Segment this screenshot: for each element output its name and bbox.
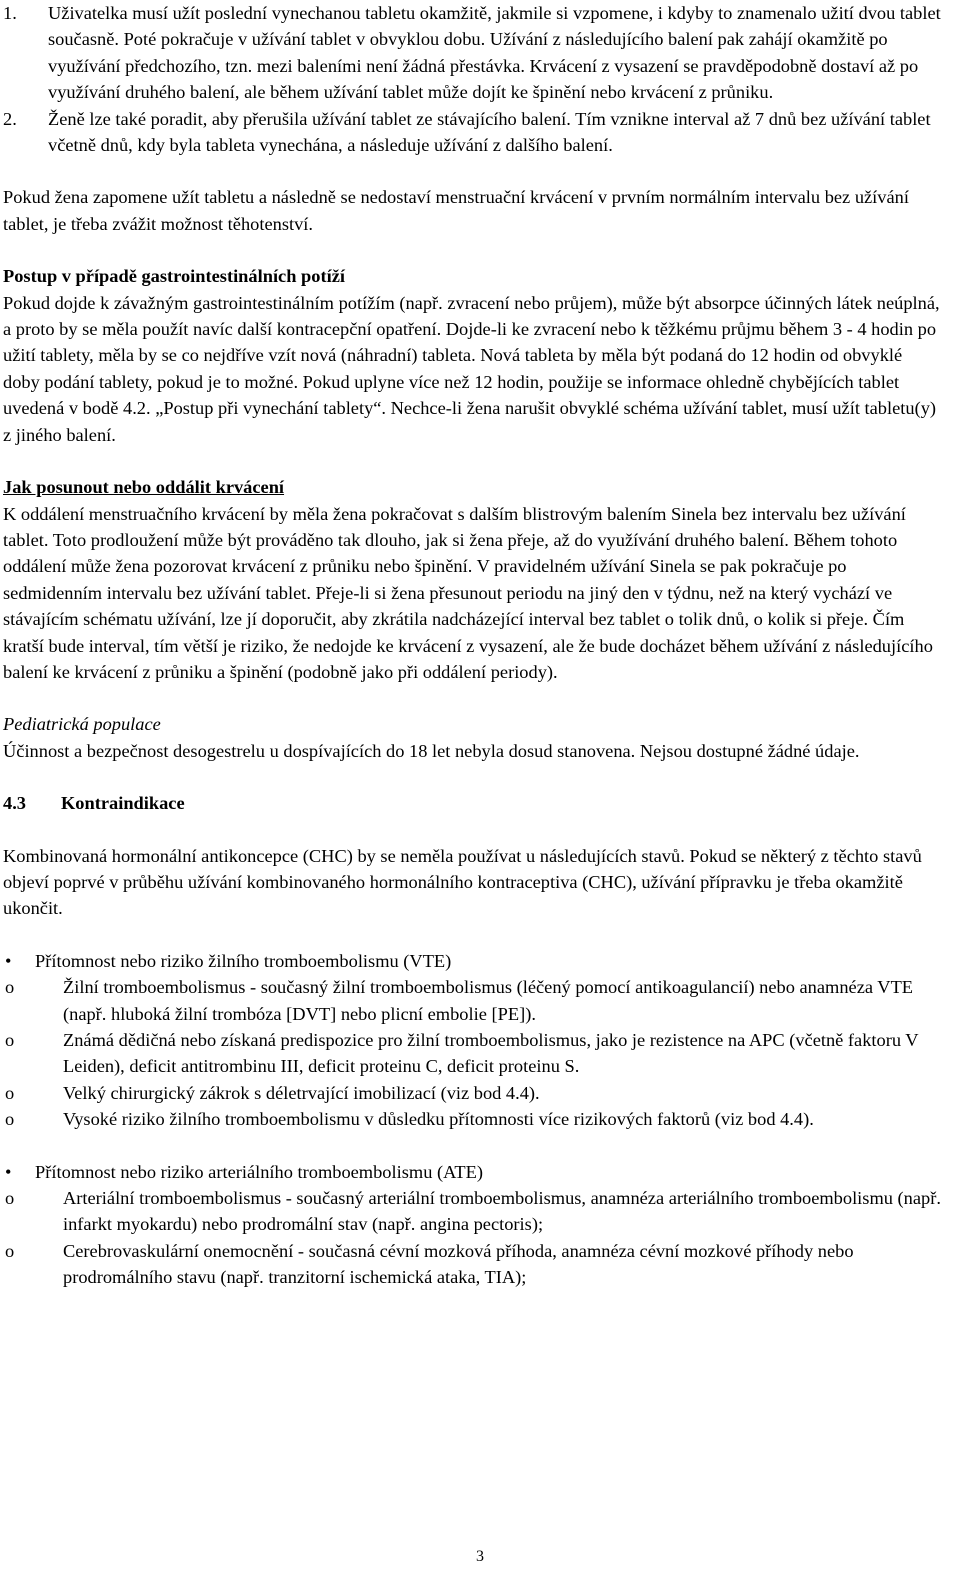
bullet-text: Přítomnost nebo riziko arteriálního tromboembolismu (ATE) [35, 1161, 483, 1182]
list-number: 2. [3, 108, 17, 129]
gi-paragraph: Pokud dojde k závažným gastrointestinálním potížím (např. zvracení nebo průjem), může být absorpce účinných látek neúplná, a proto by se měla použít navíc další kontracepční opatření. Dojde-li ke zvracení nebo k těžkému průjmu během 3 - 4 hodin po užití tablety, měla by se co nejdříve vzít nová (náhradní) tableta. Nová tableta by měla být podaná do 12 hodin od obvyklé doby podání tablety, pokud je to možné. Pokud uplyne více než 12 hodin, použije se informace ohledně chybějících tablet uvedená v bodě 4.2. „Postup při vynechání tablety“. Nechce-li žena narušit obvyklé schéma užívání tablet, musí užít tabletu(y) z jiného balení. [3, 292, 940, 445]
list-text: Ženě lze také poradit, aby přerušila užívání tablet ze stávajícího balení. Tím vznikne interval až 7 dnů bez užívání tablet včetně dnů, kdy byla tableta vynechána, a následuje užívání z dalšího balení. [48, 108, 931, 156]
sub-text: Cerebrovaskulární onemocnění - současná cévní mozková příhoda, anamnéza cévní mozkové příhody nebo prodromálního stavu (např. tranzitorní ischemická ataka, TIA); [63, 1240, 854, 1288]
sub-text: Velký chirurgický zákrok s déletrvající imobilizací (viz bod 4.4). [63, 1082, 540, 1103]
section-number: 4.3 [3, 793, 26, 814]
delay-paragraph: K oddálení menstruačního krvácení by měla žena pokračovat s dalším blistrovým balením Sinela bez intervalu bez užívání tablet. Toto prodloužení může být prováděno tak dlouho, jak si žena přeje, až do využívání druhého balení. Během tohoto oddálení může žena pozorovat krvácení z průniku nebo špinění. V pravidelném užívání Sinela se pak pokračuje po sedmidenním intervalu bez užívání tablet. Přeje-li si žena přesunout periodu na jiný den v týdnu, než na který vychází ve stávajícím schématu užívání, lze jí doporučit, aby zkrátila nadcházející interval bez tablet o tolik dnů, o kolik si přeje. Čím kratší bude interval, tím větší je riziko, že nedojde ke krvácení z vysazení, ale že bude docházet během užívání z následujícího balení ke krvácení z průniku a špinění (podobně jako při oddálení periody). [3, 503, 933, 682]
sub-item [3, 1106, 943, 1132]
sub-item [3, 1027, 943, 1080]
sub-bullet-icon: o [5, 1082, 15, 1103]
sub-item [3, 1238, 943, 1291]
sub-bullet-icon: o [5, 1188, 15, 1209]
sub-item [3, 974, 943, 1027]
pregnancy-paragraph: Pokud žena zapomene užít tabletu a následně se nedostaví menstruační krvácení v prvním normálním intervalu bez užívání tablet, je třeba zvážit možnost těhotenství. [3, 187, 909, 234]
bullet-icon: • [5, 950, 12, 971]
gi-heading: Postup v případě gastrointestinálních potíží [3, 266, 345, 287]
bullet-item-vte [3, 948, 943, 974]
section-heading [3, 790, 943, 816]
bullet-icon: • [5, 1161, 12, 1182]
sub-item [3, 1185, 943, 1238]
sub-bullet-icon: o [5, 1030, 15, 1050]
pediatric-paragraph: Účinnost a bezpečnost desogestrelu u dospívajících do 18 let nebyla dosud stanovena. Nejsou dostupné žádné údaje. [3, 740, 860, 761]
list-item [3, 0, 943, 106]
pediatric-heading: Pediatrická populace [3, 714, 161, 735]
sub-bullet-icon: o [5, 1240, 15, 1261]
sub-bullet-icon: o [5, 977, 15, 998]
sub-text: Žilní tromboembolismus - současný žilní tromboembolismus (léčený pomocí antikoagulancií) nebo anamnéza VTE (např. hluboká žilní trombóza [DVT] nebo plicní embolie [PE]). [63, 977, 914, 1024]
document-page [3, 0, 943, 1291]
contraindication-intro: Kombinovaná hormonální antikoncepce (CHC) by se neměla používat u následujících stavů. Pokud se některý z těchto stavů objeví poprvé v průběhu užívání kombinovaného hormonálního kontraceptiva (CHC), užívání přípravku je třeba okamžitě ukončit. [3, 845, 922, 919]
list-text: Uživatelka musí užít poslední vynechanou tabletu okamžitě, jakmile si vzpomene, i kdyby to znamenalo užití dvou tablet současně. Poté pokračuje v užívání tablet v obvyklou dobu. Užívání z následujícího balení pak zahájí okamžitě po využívání předchozího, tzn. mezi baleními není žádná přestávka. Krvácení z vysazení se pravděpodobně dostaví až po využívání druhého balení, ale během užívání tablet může dojít ke špinění nebo krvácení z průniku. [48, 3, 941, 103]
sub-text: Známá dědičná nebo získaná predispozice pro žilní tromboembolismus, jako je rezistence na APC (včetně faktoru V Leiden), deficit antitrombinu III, deficit proteinu C, deficit proteinu S. [63, 1030, 919, 1077]
sub-bullet-icon: o [5, 1109, 15, 1130]
page-number: 3 [476, 1548, 484, 1565]
sub-text: Vysoké riziko žilního tromboembolismu v důsledku přítomnosti více rizikových faktorů (viz bod 4.4). [63, 1109, 814, 1130]
bullet-item-ate [3, 1159, 943, 1185]
delay-heading: Jak posunout nebo oddálit krvácení [3, 477, 285, 498]
sub-item [3, 1080, 943, 1106]
list-number: 1. [3, 3, 17, 23]
section-title: Kontraindikace [61, 793, 185, 814]
bullet-text: Přítomnost nebo riziko žilního tromboembolismu (VTE) [35, 950, 452, 971]
list-item [3, 106, 943, 159]
sub-text: Arteriální tromboembolismus - současný arteriální tromboembolismus, anamnéza arteriálního tromboembolismu (např. infarkt myokardu) nebo prodromální stav (např. angina pectoris); [63, 1188, 941, 1235]
